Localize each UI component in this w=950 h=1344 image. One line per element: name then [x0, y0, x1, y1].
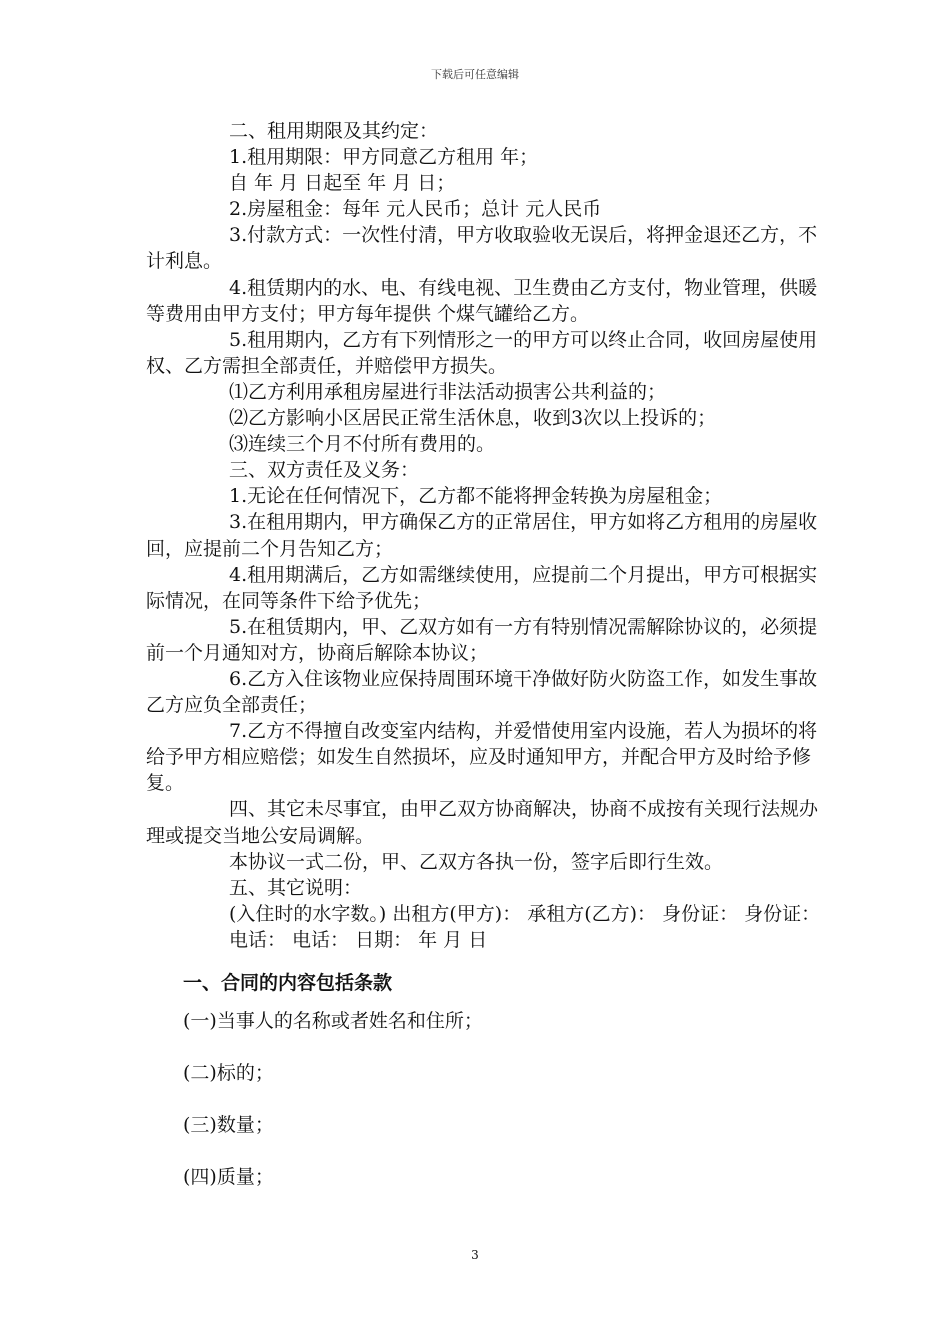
duty-3: 3.在租用期内，甲方确保乙方的正常居住，甲方如将乙方租用的房屋收回，应提前二个月告知乙方； — [146, 511, 818, 560]
term-item-3: (三)数量； — [183, 1114, 274, 1136]
contract-terms-section — [183, 968, 823, 1192]
heading-responsibilities: 三、双方责任及义务： — [229, 459, 420, 482]
clause-payment: 3.付款方式：一次性付清，甲方收取验收无误后，将押金退还乙方，不计利息。 — [146, 224, 818, 273]
page-number: 3 — [471, 1248, 479, 1262]
termination-item-3: ⑶连续三个月不付所有费用的。 — [229, 433, 496, 456]
clause-other-matters: 四、其它未尽事宜，由甲乙双方协商解决，协商不成按有关现行法规办理或提交当地公安局调解。 — [146, 798, 819, 847]
duty-6: 6.乙方入住该物业应保持周围环境干净做好防火防盗工作，如发生事故乙方应负全部责任； — [146, 667, 818, 717]
signature-contact: 电话： 电话： 日期： 年 月 日 — [229, 928, 488, 951]
term-item-4: (四)质量； — [183, 1166, 274, 1188]
duty-1: 1.无论在任何情况下，乙方都不能将押金转换为房屋租金； — [229, 485, 723, 508]
clause-date-range: 自 年 月 日起至 年 月 日； — [229, 172, 456, 195]
heading-other-notes: 五、其它说明： — [229, 876, 363, 899]
term-item-2: (二)标的； — [183, 1062, 274, 1084]
clause-copies: 本协议一式二份，甲、乙双方各执一份，签字后即行生效。 — [229, 850, 724, 873]
clause-termination: 5.租用期内，乙方有下列情形之一的甲方可以终止合同，收回房屋使用权、乙方需担全部责任，并赔偿甲方损失。 — [146, 328, 818, 377]
clause-rent: 2.房屋租金：每年 元人民币；总计 元人民币 — [229, 198, 602, 221]
signature-parties: (入住时的水字数。) 出租方(甲方)： 承租方(乙方)： 身份证： 身份证： — [229, 902, 821, 925]
heading-rental-term: 二、租用期限及其约定： — [229, 120, 439, 142]
term-item-1: (一)当事人的名称或者姓名和住所； — [183, 1010, 483, 1032]
contract-body — [146, 118, 826, 953]
page-header: 下载后可任意编辑 — [431, 68, 519, 81]
section-title: 一、合同的内容包括条款 — [183, 972, 393, 994]
clause-rental-period: 1.租用期限：甲方同意乙方租用 年； — [229, 146, 539, 169]
clause-utilities: 4.租赁期内的水、电、有线电视、卫生费由乙方支付，物业管理，供暖等费用由甲方支付；甲方每年提供 个煤气罐给乙方。 — [146, 276, 818, 325]
termination-item-1: ⑴乙方利用承租房屋进行非法活动损害公共利益的； — [229, 380, 667, 403]
duty-7: 7.乙方不得擅自改变室内结构，并爱惜使用室内设施，若人为损坏的将给予甲方相应赔偿；如发生自然损坏，应及时通知甲方，并配合甲方及时给予修复。 — [146, 720, 818, 795]
duty-5: 5.在租赁期内，甲、乙双方如有一方有特别情况需解除协议的，必须提前一个月通知对方，协商后解除本协议； — [146, 615, 818, 664]
duty-4: 4.租用期满后，乙方如需继续使用，应提前二个月提出，甲方可根据实际情况，在同等条件下给予优先； — [146, 563, 818, 612]
termination-item-2: ⑵乙方影响小区居民正常生活休息，收到3次以上投诉的； — [229, 407, 717, 430]
